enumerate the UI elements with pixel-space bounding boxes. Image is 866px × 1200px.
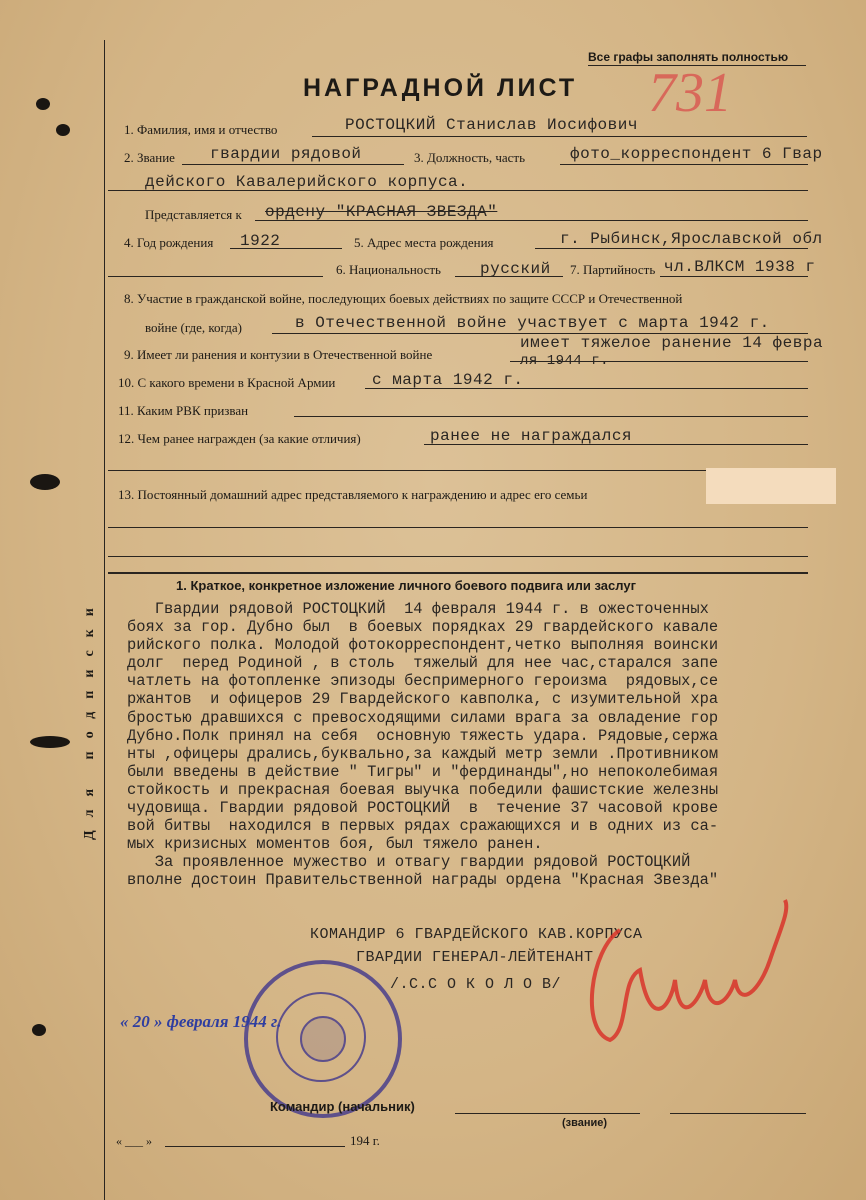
punch-hole [30, 736, 70, 748]
present-value: ордену "КРАСНАЯ ЗВЕЗДА" [265, 203, 498, 221]
story-line: вполне достоин Правительственной награды ордена "Красная Звезда" [127, 871, 719, 890]
story-line: бростью дравшихся с превосходящими силами врага за овладение гор [127, 708, 719, 727]
story-line: были введены в действие " Тигры" и "фердинанды",но непоколебимая [127, 762, 719, 781]
red-number: 731 [648, 62, 732, 124]
f3-label: 3. Должность, часть [414, 150, 526, 165]
punch-hole [30, 474, 60, 490]
story-line: мых кризисных моментов боя, был тяжело ранен. [127, 835, 543, 854]
f13-label: 13. Постоянный домашний адрес представляемого к награждению и адрес его семьи [118, 487, 588, 502]
story-line: Дубно.Полк принял на себя основную тяжесть удара. Рядовые,сержа [127, 726, 719, 745]
commander-label: Командир (начальник) [270, 1099, 415, 1114]
handwritten-date: « 20 » февраля 1944 г. [120, 1012, 282, 1031]
f2-label: 2. Звание [124, 150, 175, 165]
f2-value: гвардии рядовой [210, 145, 362, 163]
signature-line2: ГВАРДИИ ГЕНЕРАЛ-ЛЕЙТЕНАНТ [356, 949, 594, 966]
f7-value: чл.ВЛКСМ 1938 г [664, 258, 816, 276]
story-line: рийского полка. Молодой фотокорреспондент,четко выполняя воински [127, 636, 719, 655]
redacted-box [706, 468, 836, 504]
header-note: Все графы заполнять полностью [588, 50, 789, 64]
f9-label: 9. Имеет ли ранения и контузии в Отечественной войне [124, 347, 433, 362]
story-line: стойкость и прекрасная боевая выучка победили фашистские железны [127, 780, 719, 799]
story-line: боях за гор. Дубно был в боевых порядках 29 гвардейского кавале [127, 618, 719, 637]
story-line: вой битвы находился в первых рядах сражающихся и в одних из са- [127, 817, 719, 836]
f1-value: РОСТОЦКИЙ Станислав Иосифович [345, 116, 638, 134]
f3-value-cont: дейского Кавалерийского корпуса. [145, 173, 469, 191]
story-line: чудовища. Гвардии рядовой РОСТОЦКИЙ в течение 37 часовой крове [127, 799, 719, 818]
story-line: Гвардии рядовой РОСТОЦКИЙ 14 февраля 1944 г. в ожесточенных [127, 600, 709, 618]
f10-value: с марта 1942 г. [372, 371, 524, 389]
f9-value-cont: ля 1944 г. [520, 353, 610, 369]
signature-line3: /.С.С О К О Л О В/ [390, 976, 562, 993]
f5-value: г. Рыбинск,Ярославской обл [560, 230, 823, 248]
f8-label: 8. Участие в гражданской войне, последующих боевых действиях по защите СССР и Отечественной [124, 291, 683, 306]
margin-text: Для подписки [82, 595, 97, 840]
section1-title: 1. Краткое, конкретное изложение личного боевого подвига или заслуг [176, 578, 636, 593]
page-title: НАГРАДНОЙ ЛИСТ [303, 74, 578, 102]
f4-label: 4. Год рождения [124, 235, 214, 250]
punch-hole [56, 124, 70, 136]
f6-value: русский [480, 260, 551, 278]
punch-hole [36, 98, 50, 110]
story-line: долг перед Родиной , в столь тяжелый для нее час,старался запе [127, 654, 719, 673]
story-line: нты ,офицеры дрались,буквально,за каждый метр земли .Противником [127, 744, 719, 763]
f5-label: 5. Адрес места рождения [354, 235, 494, 250]
year-label: 194 г. [350, 1133, 380, 1148]
f6-label: 6. Национальность [336, 262, 441, 277]
story-line: чатлеть на фотопленке эпизоды беспримерного героизма рядовых,се [127, 672, 719, 691]
f9-value: имеет тяжелое ранение 14 февра [520, 334, 824, 352]
f12-value: ранее не награждался [430, 427, 633, 445]
story-line: ржантов и офицеров 29 Гвардейского кавполка, с изумительной хра [127, 690, 719, 709]
f11-label: 11. Каким РВК призван [118, 403, 249, 418]
punch-hole [32, 1024, 46, 1036]
f4-value: 1922 [240, 232, 281, 250]
f12-label: 12. Чем ранее награжден (за какие отличия) [118, 431, 361, 446]
story-text [127, 600, 866, 890]
present-label: Представляется к [145, 207, 242, 222]
left-margin-line [104, 40, 105, 1200]
date-quote: « ___ » [116, 1134, 152, 1148]
f10-label: 10. С какого времени в Красной Армии [118, 375, 336, 390]
f3-value: фото_корреспондент 6 Гвар [570, 145, 823, 163]
story-line: За проявленное мужество и отвагу гвардии рядовой РОСТОЦКИЙ [127, 853, 691, 872]
official-stamp [244, 960, 402, 1118]
f1-label: 1. Фамилия, имя и отчество [124, 122, 278, 137]
signature-line1: КОМАНДИР 6 ГВАРДЕЙСКОГО КАВ.КОРПУСА [310, 926, 643, 943]
red-signature [580, 890, 810, 1060]
f8-label2: войне (где, когда) [145, 320, 242, 335]
rank-label: (звание) [562, 1117, 608, 1129]
f8-value: в Отечественной войне участвует с марта 1942 г. [295, 314, 770, 332]
f7-label: 7. Партийность [570, 262, 656, 277]
